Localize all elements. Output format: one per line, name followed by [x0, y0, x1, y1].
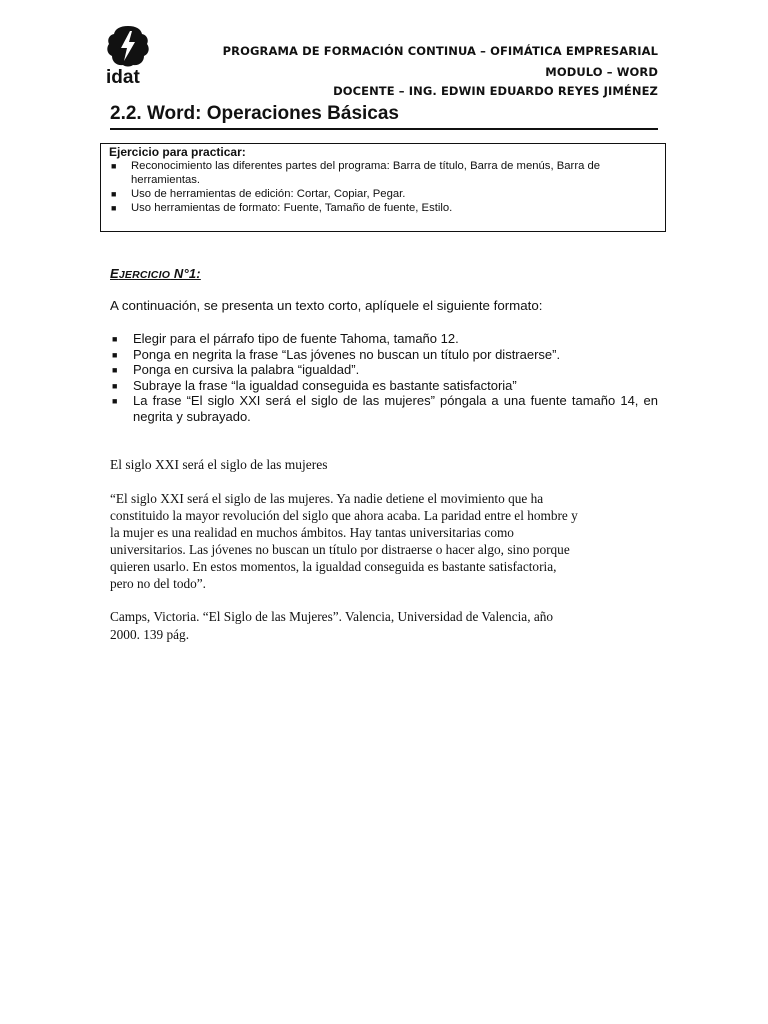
list-item: ■ Ponga en cursiva la palabra “igualdad”. [112, 362, 360, 377]
brain-bolt-logo-icon [106, 24, 150, 68]
square-bullet-icon: ■ [112, 380, 118, 391]
paragraph-line: la mujer es una realidad en muchos ámbitos. Hay tantas universitarias como [110, 525, 514, 540]
practice-box-title: Ejercicio para practicar: [109, 145, 246, 159]
square-bullet-icon: ■ [111, 189, 117, 199]
header-module-line: MODULO – WORD [545, 65, 658, 79]
list-item: ■ Elegir para el párrafo tipo de fuente Tahoma, tamaño 12. [112, 331, 459, 346]
page-title: 2.2. Word: Operaciones Básicas [110, 102, 658, 130]
list-item: ■ La frase “El siglo XXI será el siglo de las mujeres” póngala a una fuente tamaño 14, en negrita y subrayado. [112, 393, 658, 424]
square-bullet-icon: ■ [112, 349, 118, 360]
square-bullet-icon: ■ [112, 365, 118, 375]
exercise-intro: A continuación, se presenta un texto corto, aplíquele el siguiente formato: [110, 298, 543, 313]
square-bullet-icon: ■ [111, 161, 117, 171]
paragraph-line: “El siglo XXI será el siglo de las mujeres. Ya nadie detiene el movimiento que ha [110, 491, 544, 506]
list-item: ■ Ponga en negrita la frase “Las jóvenes no buscan un título por distraerse”. [112, 346, 561, 362]
exercise-list [110, 331, 658, 424]
header-program-line: PROGRAMA DE FORMACIÓN CONTINUA – OFIMÁTICA EMPRESARIAL [222, 44, 658, 58]
citation-line: 2000. 139 pág. [110, 627, 190, 642]
sample-paragraph [110, 490, 658, 592]
list-item: ■ Reconocimiento las diferentes partes del programa: Barra de título, Barra de menús, Barra de herramientas. [111, 160, 601, 186]
practice-list [109, 159, 657, 215]
paragraph-line: pero no del todo”. [110, 576, 207, 591]
list-item: ■ Uso de herramientas de edición: Cortar, Copiar, Pegar. [111, 188, 406, 200]
exercise-heading: EJERCICIO N°1: [110, 266, 201, 281]
citation-line: Camps, Victoria. “El Siglo de las Mujeres”. Valencia, Universidad de Valencia, año [110, 609, 554, 624]
logo-text: idat [106, 67, 140, 88]
list-item: ■ Subraye la frase “la igualdad conseguida es bastante satisfactoria” [112, 377, 517, 393]
paragraph-line: universitarios. Las jóvenes no buscan un título por distraerse o hacer algo, sino porque [110, 542, 570, 557]
practice-box [100, 143, 666, 232]
square-bullet-icon: ■ [112, 334, 118, 344]
citation [110, 608, 658, 644]
square-bullet-icon: ■ [111, 203, 117, 213]
idat-logo [106, 24, 152, 88]
list-item: ■ Uso herramientas de formato: Fuente, Tamaño de fuente, Estilo. [111, 202, 453, 214]
sample-text-title: El siglo XXI será el siglo de las mujeres [110, 457, 328, 472]
header-teacher-line: DOCENTE – ING. EDWIN EDUARDO REYES JIMÉNEZ [333, 84, 658, 98]
paragraph-line: constituido la mayor revolución del siglo que ahora acaba. La paridad entre el hombre y [110, 508, 578, 523]
paragraph-line: quieren usarlo. En estos momentos, la igualdad conseguida es bastante satisfactoria, [110, 559, 557, 574]
square-bullet-icon: ■ [112, 396, 118, 406]
